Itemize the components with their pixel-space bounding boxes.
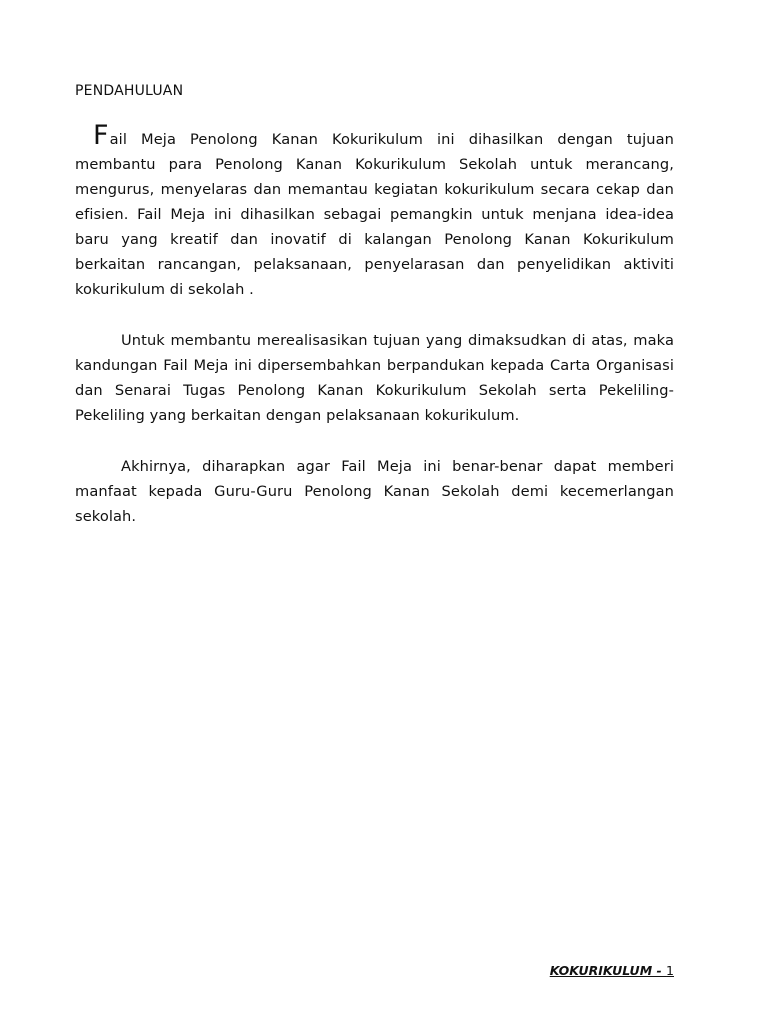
- page-footer: [550, 963, 674, 979]
- paragraph-intro: [75, 120, 674, 302]
- page-number: 1: [666, 963, 674, 978]
- paragraph-closing: Akhirnya, diharapkan agar Fail Meja ini benar-benar dapat memberi manfaat kepada Guru-Guru Penolong Kanan Sekolah demi kecemerlangan sekolah.: [75, 458, 674, 525]
- drop-cap: F: [93, 120, 109, 151]
- footer-label: KOKURIKULUM -: [549, 963, 667, 978]
- section-heading: PENDAHULUAN: [75, 83, 184, 99]
- paragraph-intro-text: ail Meja Penolong Kanan Kokurikulum ini dihasilkan dengan tujuan membantu para Penolong Kanan Kokurikulum Sekolah untuk merancang, mengurus, menyelaras dan memantau kegiatan kokurikulum secara cekap dan efisien. Fail Meja ini dihasilkan sebagai pemangkin untuk menjana idea-idea baru yang kreatif dan inovatif di kalangan Penolong Kanan Kokurikulum berkaitan rancangan, pelaksanaan, penyelarasan dan penyelidikan aktiviti kokurikulum di sekolah .: [75, 131, 674, 298]
- paragraph-content: Untuk membantu merealisasikan tujuan yang dimaksudkan di atas, maka kandungan Fail Meja ini dipersembahkan berpandukan kepada Carta Organisasi dan Senarai Tugas Penolong Kanan Kokurikulum Sekolah serta Pekeliling-Pekeliling yang berkaitan dengan pelaksanaan kokurikulum.: [75, 332, 674, 424]
